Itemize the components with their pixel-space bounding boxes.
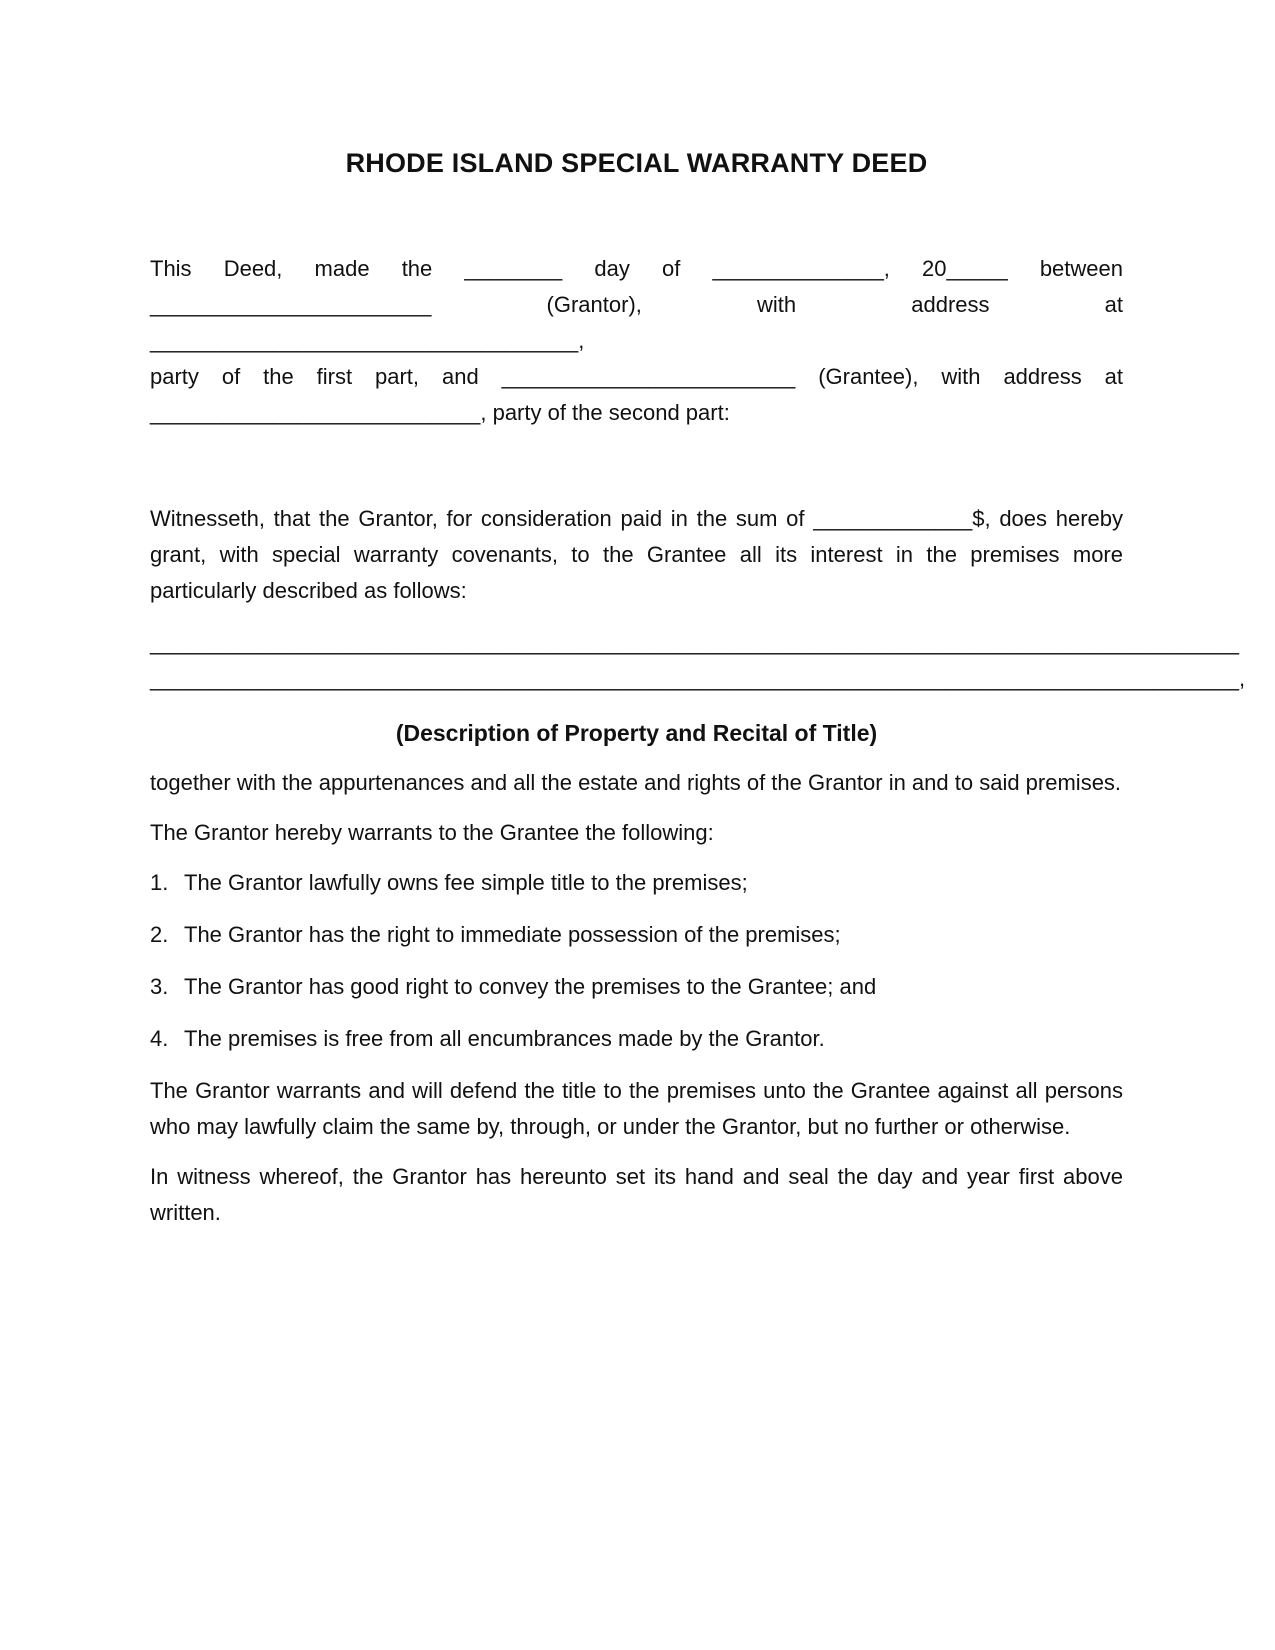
- list-text: The Grantor lawfully owns fee simple title to the premises;: [184, 870, 748, 895]
- intro-paragraph: [150, 251, 1123, 431]
- list-item: [150, 865, 1123, 901]
- document-body: [150, 148, 1246, 1231]
- list-text: The Grantor has the right to immediate possession of the premises;: [184, 922, 841, 947]
- intro-line-3: party of the first part, and ________________________ (Grantee), with address at: [150, 364, 1123, 389]
- list-number: 2.: [150, 922, 169, 947]
- warrants-intro: The Grantor hereby warrants to the Grantee the following:: [150, 820, 714, 845]
- list-item: [150, 917, 1123, 953]
- list-number: 3.: [150, 974, 169, 999]
- intro-line-2: _______________________ (Grantor), with address at ___________________________________,: [150, 292, 1123, 353]
- property-blank-line-1: _________________________________________________________________________________________: [150, 630, 1239, 655]
- defend-paragraph: The Grantor warrants and will defend the title to the premises unto the Grantee against all persons who may lawfully claim the same by, through, or under the Grantor, but no further or otherwise.: [150, 1078, 1123, 1139]
- list-item: [150, 1021, 1123, 1057]
- document-title: RHODE ISLAND SPECIAL WARRANTY DEED: [345, 148, 928, 178]
- list-number: 1.: [150, 870, 169, 895]
- together-paragraph: together with the appurtenances and all the estate and rights of the Grantor in and to said premises.: [150, 770, 1122, 795]
- warranty-list: [150, 865, 1123, 1057]
- list-text: The Grantor has good right to convey the premises to the Grantee; and: [184, 974, 877, 999]
- list-item: [150, 969, 1123, 1005]
- property-blank-line-2: _________________________________________________________________________________________,: [150, 666, 1246, 691]
- intro-line-1: This Deed, made the ________ day of ______________, 20_____ between: [150, 256, 1123, 281]
- witness-whereof-paragraph: In witness whereof, the Grantor has hereunto set its hand and seal the day and year first above written.: [150, 1164, 1123, 1225]
- witnesseth-paragraph: Witnesseth, that the Grantor, for consideration paid in the sum of _____________$, does hereby grant, with special warranty covenants, to the Grantee all its interest in the premises more particularly described as follows:: [150, 506, 1123, 603]
- intro-line-4: ___________________________, party of the second part:: [150, 400, 730, 425]
- property-description-heading: (Description of Property and Recital of Title): [395, 720, 878, 746]
- list-text: The premises is free from all encumbrances made by the Grantor.: [184, 1026, 825, 1051]
- list-number: 4.: [150, 1026, 169, 1051]
